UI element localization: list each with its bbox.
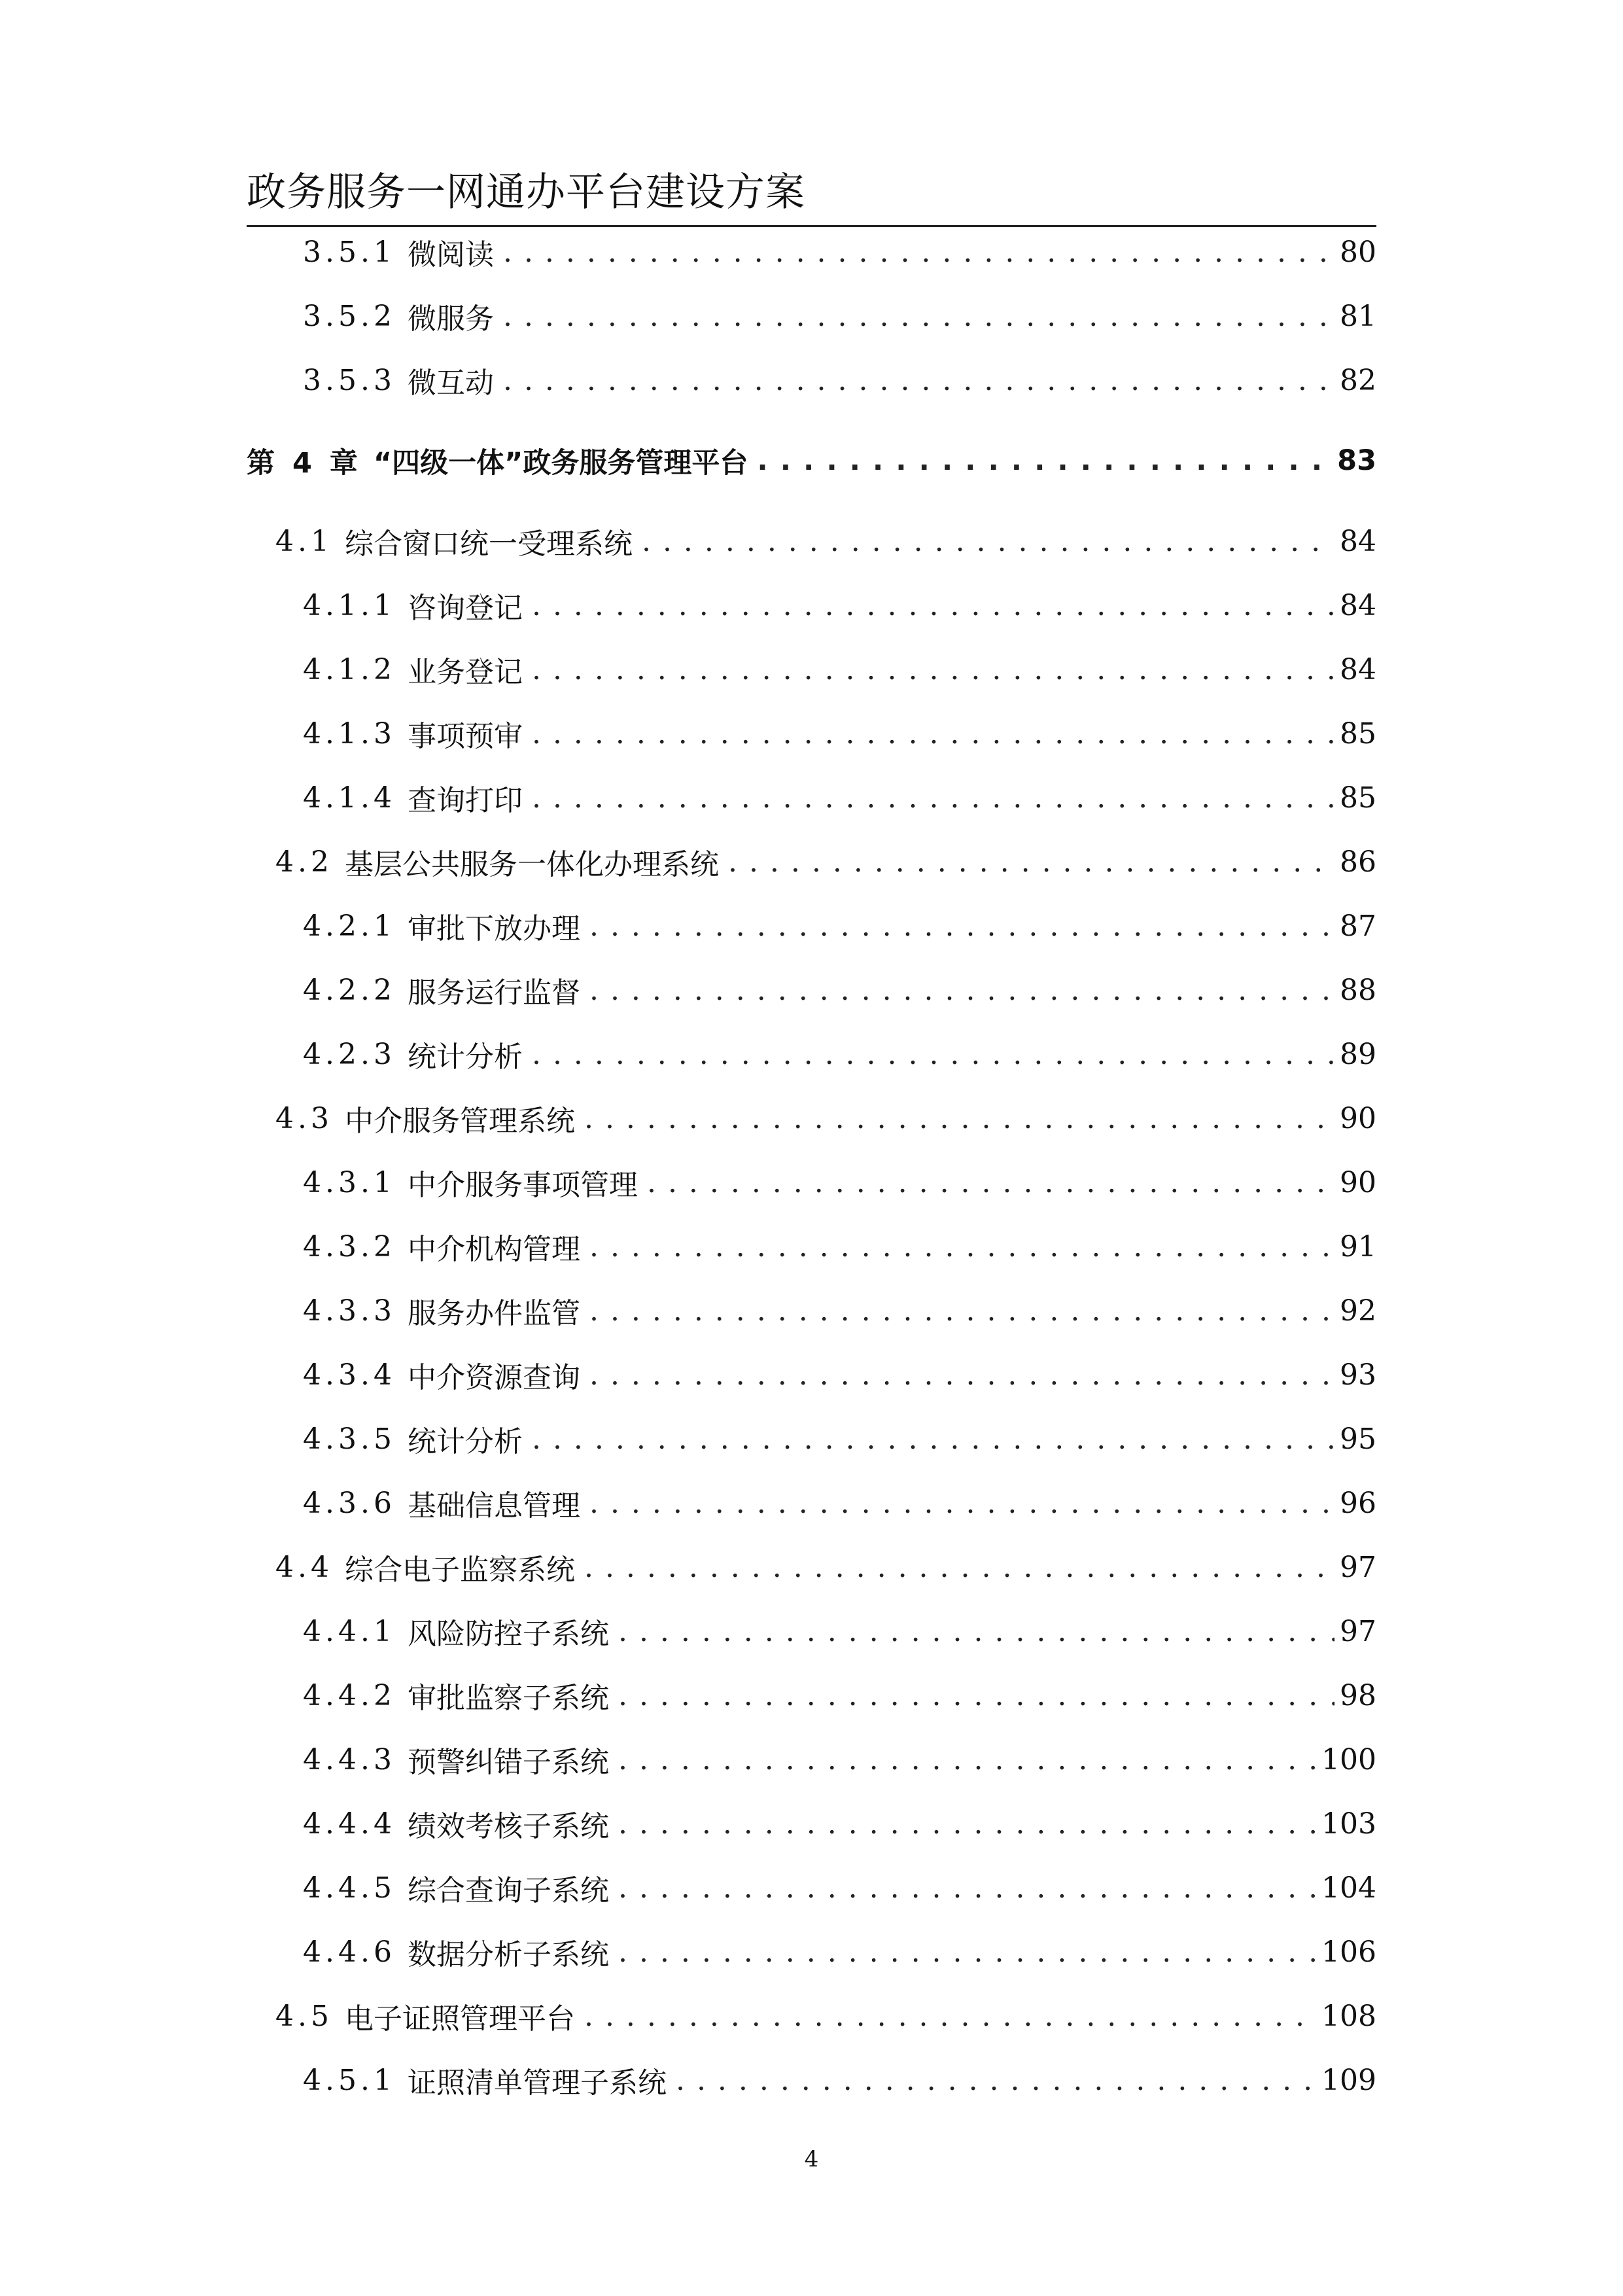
- toc-entry-page: 106: [1321, 1935, 1376, 1969]
- toc-entry-page: 108: [1321, 1999, 1376, 2033]
- toc-entry-number: 4.4: [275, 1550, 333, 1584]
- toc-entry-number: 3.5.2: [303, 299, 396, 333]
- toc-entry-number: 4.3.6: [303, 1486, 396, 1520]
- toc-entry-title: 中介服务管理系统: [344, 1104, 575, 1138]
- toc-entry-title: 风险防控子系统: [407, 1617, 609, 1651]
- toc-subsection-entry[interactable]: [247, 1224, 1376, 1269]
- toc-subsection-entry[interactable]: [247, 2057, 1376, 2103]
- toc-entry-number: 4.4.5: [303, 1871, 396, 1905]
- toc-entry-number: 4.3.2: [303, 1229, 396, 1263]
- toc-entry-number: 4.4.4: [303, 1807, 396, 1841]
- toc-dot-leader: [589, 910, 1335, 943]
- toc-entry-number: 第 4 章: [247, 446, 362, 480]
- toc-entry-page: 80: [1340, 235, 1376, 269]
- toc-entry-number: 4.1.1: [303, 588, 396, 622]
- toc-entry-title: 微服务: [407, 302, 494, 336]
- toc-dot-leader: [728, 845, 1335, 879]
- toc-chapter-entry[interactable]: [247, 438, 1376, 484]
- toc-subsection-entry[interactable]: [247, 1865, 1376, 1911]
- toc-entry-title: 服务办件监管: [407, 1297, 580, 1330]
- toc-entry-page: 95: [1340, 1422, 1376, 1456]
- toc-dot-leader: [532, 717, 1335, 751]
- toc-entry-number: 4.2: [275, 845, 333, 879]
- toc-dot-leader: [589, 1294, 1335, 1328]
- toc-section-entry[interactable]: [247, 1993, 1376, 2039]
- toc-entry-number: 4.3.5: [303, 1422, 396, 1456]
- toc-entry-page: 91: [1340, 1229, 1376, 1263]
- toc-entry-title: 基层公共服务一体化办理系统: [344, 848, 719, 881]
- toc-entry-title: 基础信息管理: [407, 1489, 580, 1523]
- toc-entry-page: 89: [1340, 1037, 1376, 1071]
- toc-dot-leader: [503, 364, 1335, 397]
- toc-dot-leader: [642, 525, 1335, 558]
- toc-entry-page: 93: [1340, 1358, 1376, 1392]
- toc-entry-title: 审批监察子系统: [407, 1682, 609, 1715]
- toc-entry-title: 综合窗口统一受理系统: [344, 527, 633, 561]
- toc-entry-title: 服务运行监督: [407, 976, 580, 1010]
- toc-entry-number: 4.4.2: [303, 1678, 396, 1712]
- toc-entry-title: 查询打印: [407, 784, 523, 817]
- toc-entry-title: 事项预审: [407, 720, 523, 753]
- toc-section-entry[interactable]: [247, 518, 1376, 564]
- toc-entry-page: 87: [1340, 909, 1376, 943]
- toc-entry-number: 4.4.6: [303, 1935, 396, 1969]
- toc-entry-page: 86: [1340, 845, 1376, 879]
- toc-entry-title: 绩效考核子系统: [407, 1810, 609, 1843]
- toc-subsection-entry[interactable]: [247, 1608, 1376, 1654]
- toc-entry-title: 中介服务事项管理: [407, 1169, 638, 1202]
- toc-section-entry[interactable]: [247, 839, 1376, 885]
- toc-entry-page: 104: [1321, 1871, 1376, 1905]
- toc-entry-number: 3.5.3: [303, 363, 396, 397]
- toc-subsection-entry[interactable]: [247, 967, 1376, 1013]
- toc-entry-number: 4.1.2: [303, 652, 396, 686]
- toc-subsection-entry[interactable]: [247, 711, 1376, 756]
- toc-entry-title: 统计分析: [407, 1040, 523, 1074]
- toc-entry-title: 微互动: [407, 366, 494, 400]
- toc-entry-number: 4.2.3: [303, 1037, 396, 1071]
- toc-dot-leader: [618, 1935, 1316, 1969]
- toc-dot-leader: [618, 1679, 1335, 1712]
- toc-subsection-entry[interactable]: [247, 903, 1376, 949]
- toc-entry-number: 4.3.1: [303, 1165, 396, 1199]
- toc-entry-number: 4.1: [275, 524, 333, 558]
- document-title: 政务服务一网通办平台建设方案: [247, 169, 805, 215]
- toc-dot-leader: [589, 1487, 1335, 1520]
- page-number: 4: [804, 2146, 819, 2172]
- toc-dot-leader: [584, 1102, 1335, 1135]
- toc-subsection-entry[interactable]: [247, 1352, 1376, 1398]
- toc-entry-number: 4.3.4: [303, 1358, 396, 1392]
- toc-entry-page: 103: [1321, 1807, 1376, 1841]
- toc-section-entry[interactable]: [247, 1095, 1376, 1141]
- toc-entry-page: 97: [1340, 1614, 1376, 1648]
- toc-dot-leader: [618, 1871, 1316, 1905]
- toc-dot-leader: [589, 974, 1335, 1007]
- toc-entry-page: 85: [1340, 781, 1376, 815]
- toc-entry-title: 综合查询子系统: [407, 1874, 609, 1907]
- toc-entry-title: “四级一体”政务服务管理平台: [373, 446, 748, 480]
- toc-entry-page: 90: [1340, 1101, 1376, 1135]
- toc-entry-title: 证照清单管理子系统: [407, 2066, 667, 2100]
- toc-entry-page: 83: [1337, 444, 1376, 477]
- toc-entry-page: 96: [1340, 1486, 1376, 1520]
- toc-subsection-entry[interactable]: [247, 775, 1376, 821]
- toc-entry-page: 81: [1340, 299, 1376, 333]
- toc-entry-number: 4.1.3: [303, 716, 396, 751]
- toc-entry-number: 4.3: [275, 1101, 333, 1135]
- toc-entry-number: 4.5: [275, 1999, 333, 2033]
- toc-entry-title: 预警纠错子系统: [407, 1746, 609, 1779]
- toc-dot-leader: [618, 1743, 1316, 1776]
- toc-subsection-entry[interactable]: [247, 582, 1376, 628]
- toc-entry-number: 4.4.1: [303, 1614, 396, 1648]
- toc-dot-leader: [584, 1551, 1335, 1584]
- toc-entry-page: 92: [1340, 1294, 1376, 1328]
- toc-entry-page: 90: [1340, 1165, 1376, 1199]
- toc-entry-page: 98: [1340, 1678, 1376, 1712]
- toc-dot-leader: [532, 1038, 1335, 1071]
- toc-dot-leader: [584, 2000, 1316, 2033]
- toc-entry-title: 中介资源查询: [407, 1361, 580, 1394]
- toc-subsection-entry[interactable]: [247, 1480, 1376, 1526]
- header-rule: [247, 225, 1376, 227]
- toc-entry-number: 4.2.2: [303, 973, 396, 1007]
- toc-entry-page: 82: [1340, 363, 1376, 397]
- toc-entry-page: 84: [1340, 588, 1376, 622]
- toc-entry-number: 4.3.3: [303, 1294, 396, 1328]
- toc-entry-number: 3.5.1: [303, 235, 396, 269]
- toc-entry-number: 4.2.1: [303, 909, 396, 943]
- toc-dot-leader: [647, 1166, 1335, 1199]
- toc-entry-number: 4.5.1: [303, 2063, 396, 2097]
- toc-entry-number: 4.4.3: [303, 1742, 396, 1776]
- toc-dot-leader: [532, 781, 1335, 815]
- toc-entry-title: 中介机构管理: [407, 1233, 580, 1266]
- toc-entry-page: 84: [1340, 524, 1376, 558]
- toc-entry-title: 电子证照管理平台: [344, 2002, 575, 2036]
- toc-entry-title: 业务登记: [407, 656, 523, 689]
- toc-entry-title: 统计分析: [407, 1425, 523, 1458]
- toc-subsection-entry[interactable]: [247, 1031, 1376, 1077]
- toc-entry-page: 100: [1321, 1742, 1376, 1776]
- toc-entry-number: 4.1.4: [303, 781, 396, 815]
- toc-subsection-entry[interactable]: [247, 357, 1376, 403]
- toc-entry-page: 85: [1340, 716, 1376, 751]
- toc-subsection-entry[interactable]: [247, 646, 1376, 692]
- toc-entry-title: 审批下放办理: [407, 912, 580, 945]
- toc-dot-leader: [532, 589, 1335, 622]
- toc-subsection-entry[interactable]: [247, 1929, 1376, 1975]
- toc-dot-leader: [589, 1230, 1335, 1263]
- toc-entry-title: 微阅读: [407, 238, 494, 272]
- toc-section-entry[interactable]: [247, 1544, 1376, 1590]
- toc-subsection-entry[interactable]: [247, 1801, 1376, 1846]
- toc-entry-title: 数据分析子系统: [407, 1938, 609, 1971]
- toc-dot-leader: [618, 1807, 1316, 1841]
- toc-dot-leader: [618, 1615, 1335, 1648]
- toc-dot-leader: [503, 300, 1335, 333]
- toc-subsection-entry[interactable]: [247, 293, 1376, 339]
- toc-entry-page: 84: [1340, 652, 1376, 686]
- toc-entry-title: 咨询登记: [407, 592, 523, 625]
- toc-entry-page: 109: [1321, 2063, 1376, 2097]
- toc-dot-leader: [503, 236, 1335, 269]
- document-header: [247, 162, 1376, 227]
- toc-subsection-entry[interactable]: [247, 229, 1376, 275]
- toc-subsection-entry[interactable]: [247, 1416, 1376, 1462]
- toc-subsection-entry[interactable]: [247, 1159, 1376, 1205]
- toc-entry-title: 综合电子监察系统: [344, 1553, 575, 1587]
- toc-entry-page: 88: [1340, 973, 1376, 1007]
- toc-dot-leader: [589, 1358, 1335, 1392]
- toc-dot-leader: [757, 444, 1332, 477]
- toc-dot-leader: [532, 1422, 1335, 1456]
- toc-dot-leader: [532, 653, 1335, 686]
- toc-subsection-entry[interactable]: [247, 1737, 1376, 1782]
- toc-subsection-entry[interactable]: [247, 1288, 1376, 1333]
- toc-dot-leader: [676, 2064, 1316, 2097]
- toc-subsection-entry[interactable]: [247, 1672, 1376, 1718]
- toc-entry-page: 97: [1340, 1550, 1376, 1584]
